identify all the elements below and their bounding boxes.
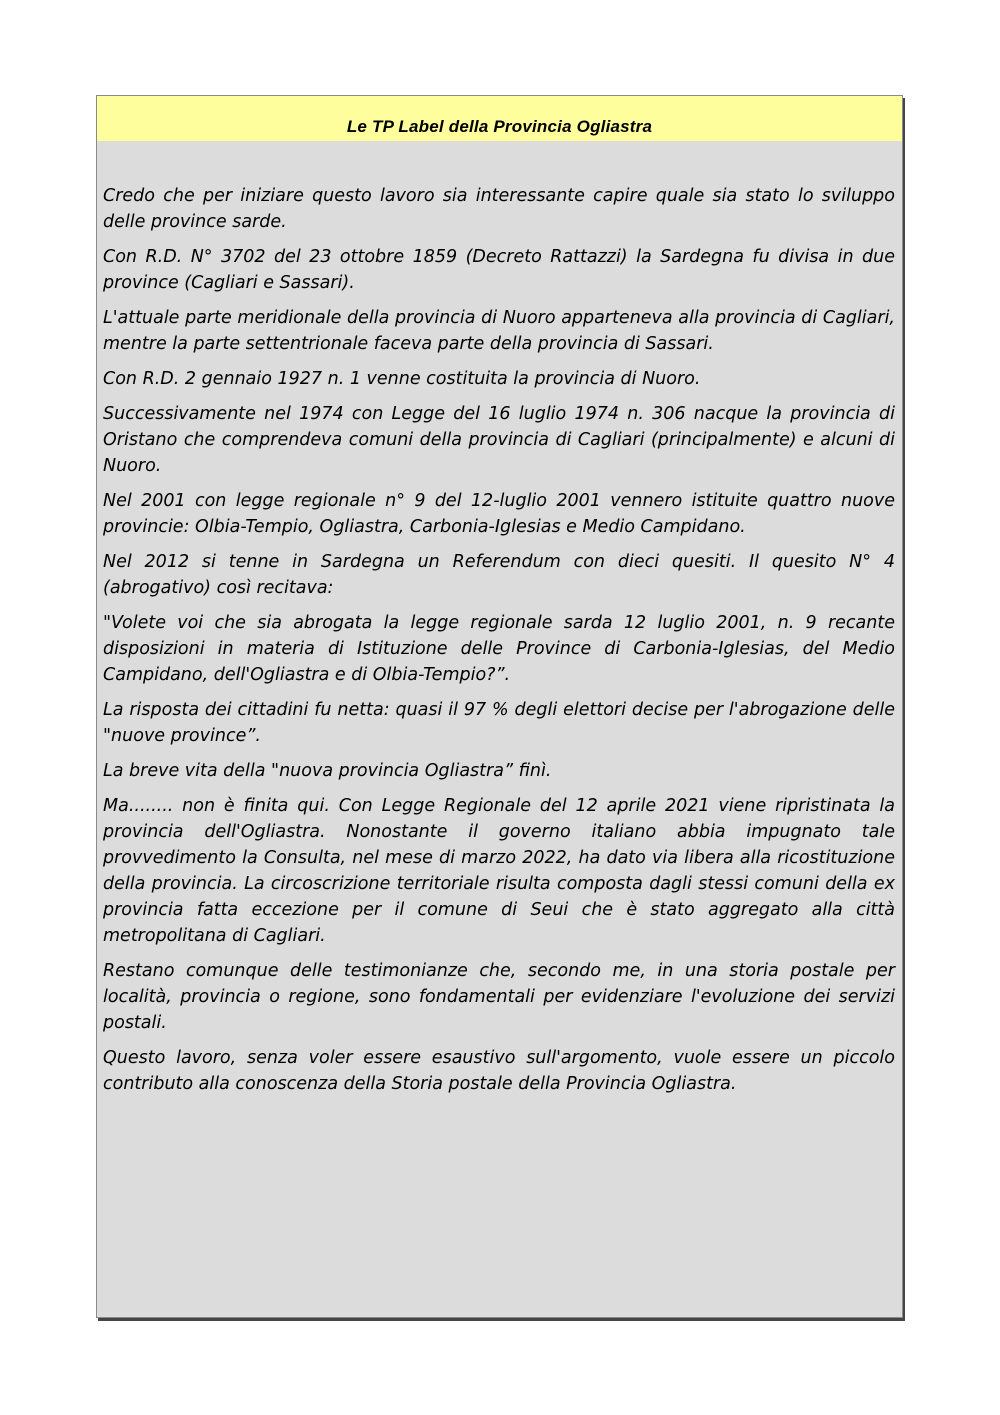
document-body xyxy=(97,141,902,1317)
paragraph: Con R.D. 2 gennaio 1927 n. 1 venne costituita la provincia di Nuoro. xyxy=(103,369,701,389)
paragraph: La risposta dei cittadini fu netta: quasi il 97 % degli elettori decise per l'abrogazione delle "nuove province”. xyxy=(103,700,895,746)
paragraph: "Volete voi che sia abrogata la legge regionale sarda 12 luglio 2001, n. 9 recante disposizioni in materia di Istituzione delle Province di Carbonia-Iglesias, del Medio Campidano, dell'Ogliastra e di Olbia-Tempio?”. xyxy=(103,613,895,685)
paragraph: Restano comunque delle testimonianze che, secondo me, in una storia postale per località, provincia o regione, sono fondamentali per evidenziare l'evoluzione dei servizi postali. xyxy=(103,961,895,1033)
paragraph: Nel 2012 si tenne in Sardegna un Referendum con dieci quesiti. Il quesito N° 4 (abrogativo) così recitava: xyxy=(103,552,895,598)
document-title: Le TP Label della Provincia Ogliastra xyxy=(346,117,653,136)
paragraph: Nel 2001 con legge regionale n° 9 del 12-luglio 2001 vennero istituite quattro nuove provincie: Olbia-Tempio, Ogliastra, Carbonia-Iglesias e Medio Campidano. xyxy=(103,491,895,537)
document-frame xyxy=(96,95,903,1318)
paragraph: La breve vita della "nuova provincia Ogliastra” finì. xyxy=(103,761,552,781)
title-banner xyxy=(97,96,902,141)
paragraph: L'attuale parte meridionale della provincia di Nuoro apparteneva alla provincia di Cagliari, mentre la parte settentrionale faceva parte della provincia di Sassari. xyxy=(103,308,895,354)
paragraph: Successivamente nel 1974 con Legge del 16 luglio 1974 n. 306 nacque la provincia di Oristano che comprendeva comuni della provincia di Cagliari (principalmente) e alcuni di Nuoro. xyxy=(103,404,895,476)
paragraph: Questo lavoro, senza voler essere esaustivo sull'argomento, vuole essere un piccolo contributo alla conoscenza della Storia postale della Provincia Ogliastra. xyxy=(103,1048,895,1094)
paragraph: Con R.D. N° 3702 del 23 ottobre 1859 (Decreto Rattazzi) la Sardegna fu divisa in due province (Cagliari e Sassari). xyxy=(103,247,895,293)
paragraph: Credo che per iniziare questo lavoro sia interessante capire quale sia stato lo sviluppo delle province sarde. xyxy=(103,186,895,232)
paragraph: Ma........ non è finita qui. Con Legge Regionale del 12 aprile 2021 viene ripristinata la provincia dell'Ogliastra. Nonostante il governo italiano abbia impugnato tale provvedimento la Consulta, nel mese di marzo 2022, ha dato via libera alla ricostituzione della provincia. La circoscrizione territoriale risulta composta dagli stessi comuni della ex provincia fatta eccezione per il comune di Seui che è stato aggregato alla città metropolitana di Cagliari. xyxy=(103,796,895,946)
